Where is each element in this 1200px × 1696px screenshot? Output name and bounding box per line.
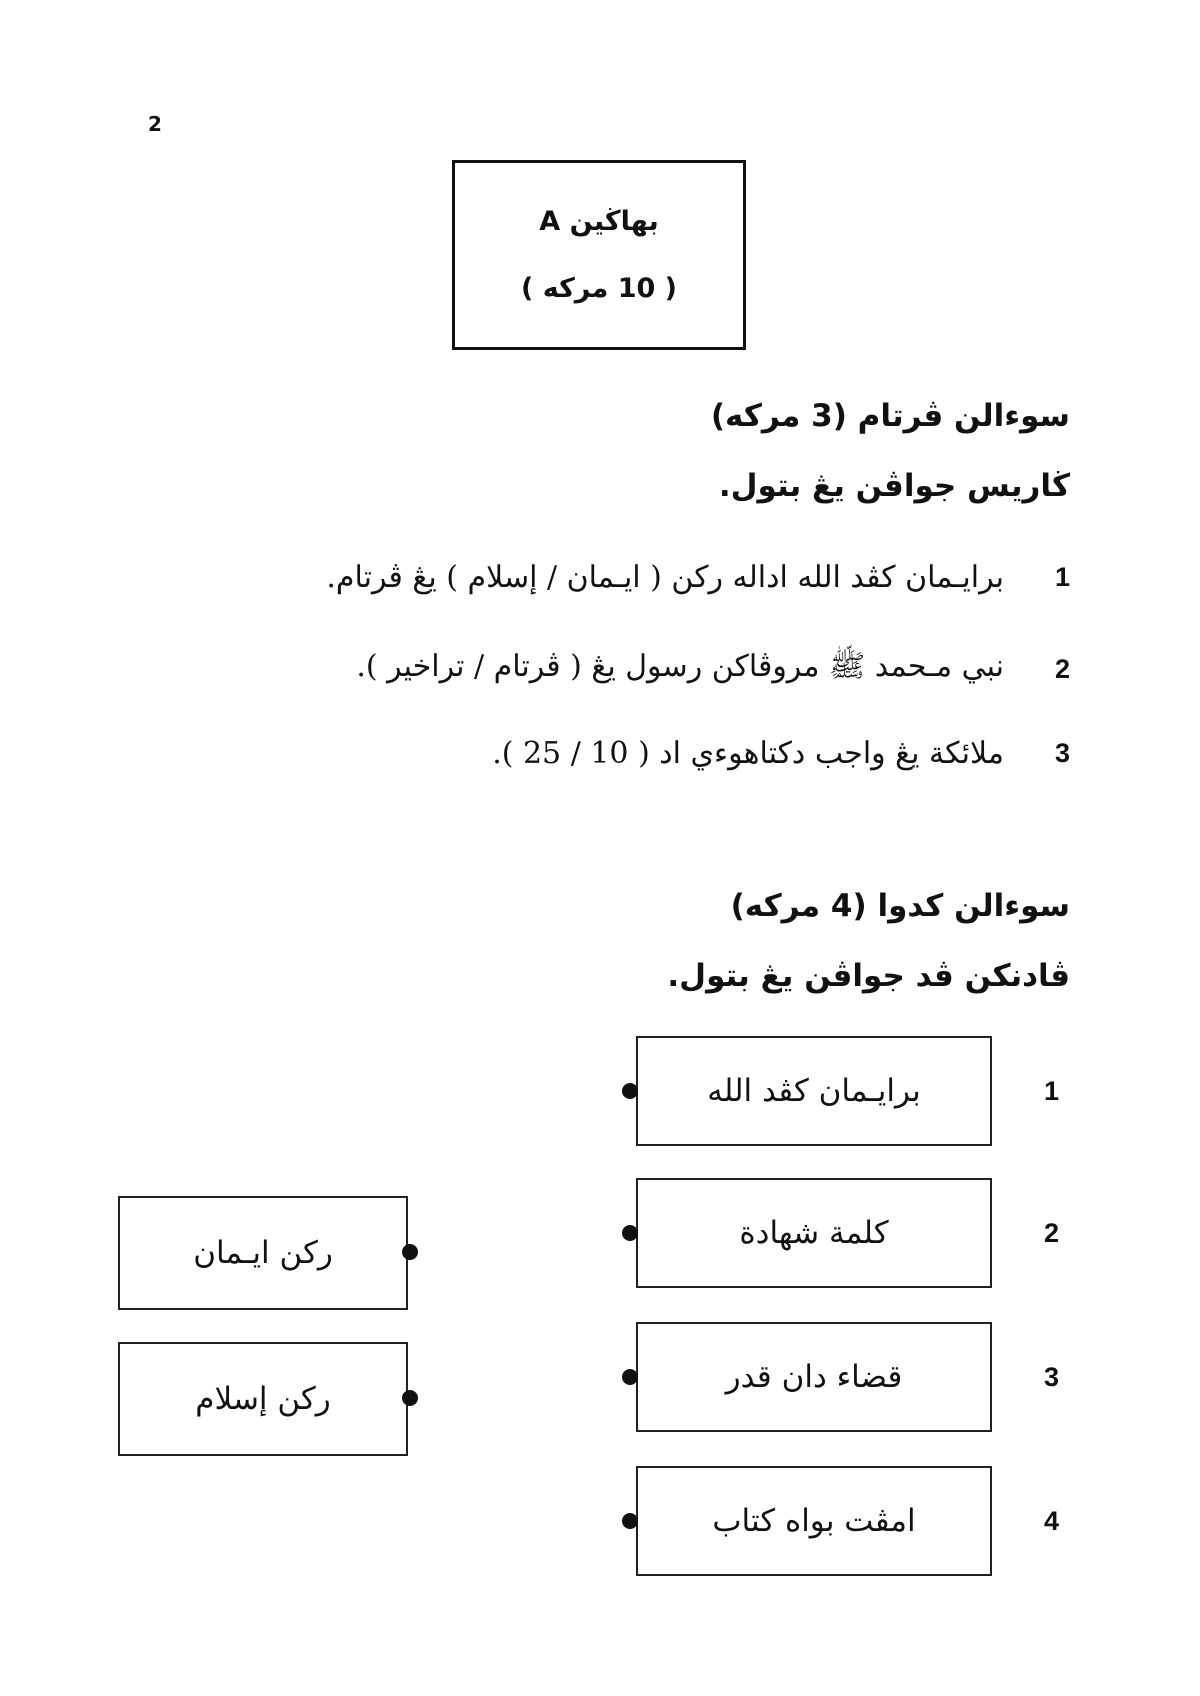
match-left-text: قضاء دان قدر [725,1359,903,1395]
match-right-box [118,1342,408,1456]
section-marks: ( 10 مركه ) [520,273,678,304]
question1-item-number: 3 [1054,738,1070,768]
match-left-box [636,1036,992,1146]
question1-instruction: ڬاريس جواڤن يڠ بتول. [718,468,1070,504]
match-number: 3 [1044,1362,1060,1392]
section-title: بهاڬين A [539,206,659,237]
match-number: 4 [1044,1506,1060,1536]
connector-dot[interactable] [622,1225,638,1241]
connector-dot[interactable] [402,1390,418,1406]
match-left-box [636,1466,992,1576]
match-right-text: رکن ايـمان [193,1235,333,1271]
question1-item-text: برايـمان كڤد الله اداله رکن ( ايـمان / إسلام ) يڠ ڤرتام. [326,560,1004,595]
question1-item [492,736,1070,771]
question2-heading: سوءالن كدوا (4 مركه) [730,888,1070,924]
question1-heading: سوءالن ڤرتام (3 مركه) [710,398,1070,434]
match-right-box [118,1196,408,1310]
match-number: 1 [1044,1076,1060,1106]
question1-item-number: 2 [1054,654,1070,684]
connector-dot[interactable] [622,1513,638,1529]
match-left-text: برايـمان كڤد الله [707,1073,921,1109]
match-left-box [636,1322,992,1432]
connector-dot[interactable] [622,1083,638,1099]
section-header-box [452,160,746,350]
match-number: 2 [1044,1218,1060,1248]
match-left-text: كلمة شهادة [739,1215,889,1251]
match-right-text: رکن إسلام [195,1381,331,1417]
match-left-box [636,1178,992,1288]
page-number: 2 [148,112,162,136]
question2-instruction: ڤادنكن ڤد جواڤن يڠ بتول. [667,958,1070,994]
question1-item [356,648,1070,691]
question1-item-text: ملائكة يڠ واجب دكتاهوءي اد ( 10 / 25 ). [492,736,1004,771]
connector-dot[interactable] [402,1244,418,1260]
match-left-text: امڤت بواه كتاب [712,1503,916,1539]
question1-item-number: 1 [1054,562,1070,592]
question1-item [326,560,1070,595]
connector-dot[interactable] [622,1369,638,1385]
question1-item-text: نبي مـحمد ﷺ مروڤاكن رسول يڠ ( ڤرتام / تراخير ). [356,649,1004,684]
